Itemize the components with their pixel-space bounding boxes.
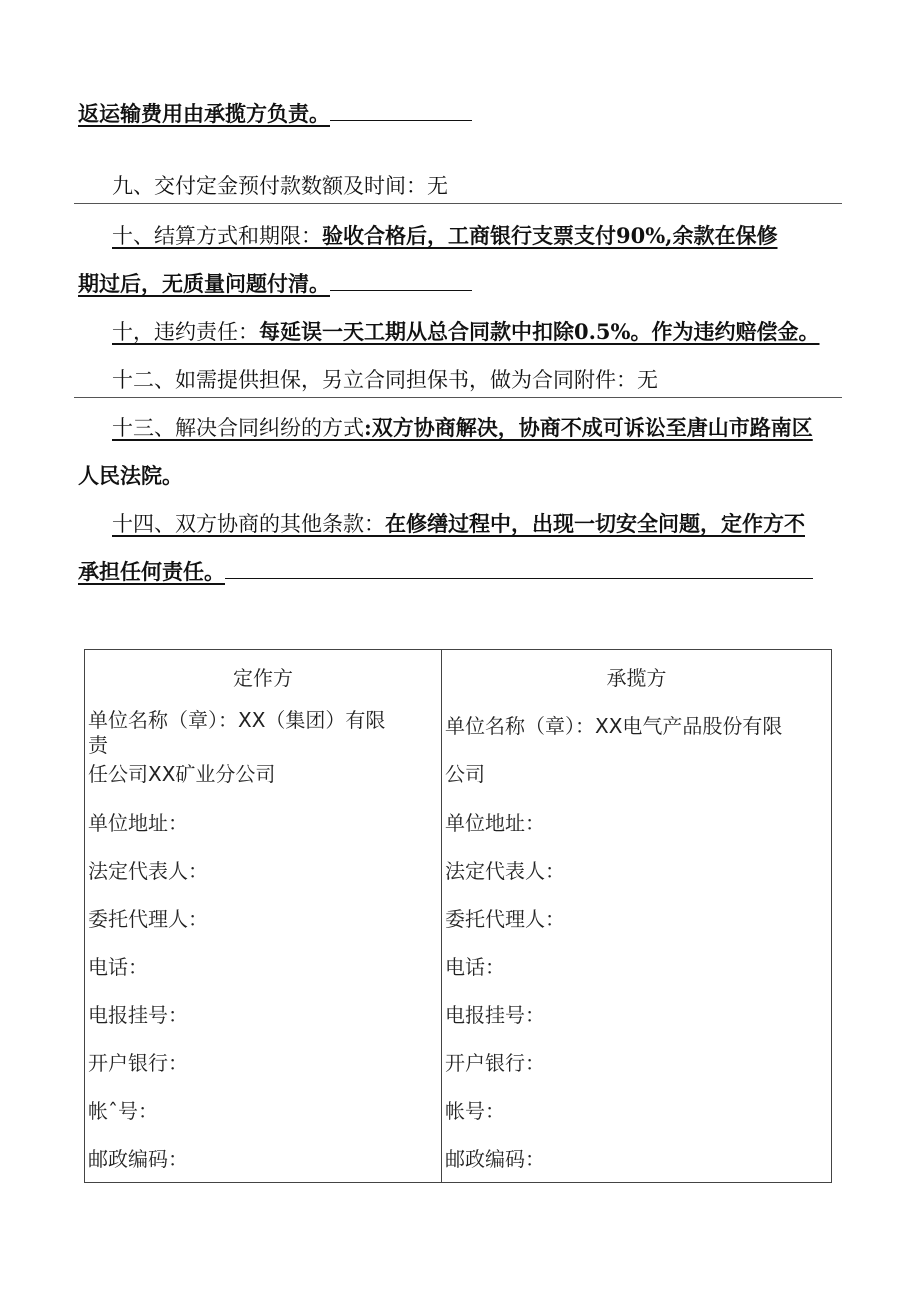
clause-text: 承担任何责任。 [78, 559, 225, 584]
party-b-cell [442, 650, 832, 1183]
clause-text: 十二、如需提供担保，另立合同担保书，做为合同附件：无 [112, 368, 658, 392]
clause-fourteen [112, 510, 805, 538]
party-b-legal-rep: 法定代表人： [445, 859, 565, 883]
party-a-unit-name: 单位名称（章）：XX（集团）有限 [88, 708, 386, 732]
clause-label: 十四、双方协商的其他条款： [112, 512, 385, 536]
clause-text: 九、交付定金预付款数额及时间：无 [112, 174, 448, 198]
clause-text: 人民法院。 [78, 463, 183, 488]
divider [74, 397, 842, 398]
party-b-title: 承揽方 [606, 666, 667, 690]
blank-underline [225, 558, 813, 579]
party-a-postcode: 邮政编码： [88, 1147, 188, 1171]
party-a-unit-name-cont: 任公司XX矿业分公司 [88, 762, 276, 786]
clause-label: 十、结算方式和期限： [112, 224, 322, 248]
party-a-agent: 委托代理人： [88, 907, 208, 931]
clause-thirteen-cont [78, 462, 183, 490]
party-b-address: 单位地址： [445, 811, 545, 835]
signature-table [84, 649, 832, 1183]
party-a-bank: 开户银行： [88, 1051, 188, 1075]
party-b-postcode: 邮政编码： [445, 1147, 545, 1171]
clause-twelve [112, 366, 658, 394]
party-a-cell [85, 650, 442, 1183]
party-b [442, 650, 831, 1182]
party-a [85, 650, 441, 1182]
clause-text: 在修缮过程中，出现一切安全问题，定作方不 [385, 511, 805, 536]
clause-text: 每延误一天工期从总合同款中扣除0.5%。作为违约赔偿金。 [259, 319, 820, 344]
party-b-phone: 电话： [445, 955, 505, 979]
party-a-telegraph: 电报挂号： [88, 1003, 188, 1027]
party-b-agent: 委托代理人： [445, 907, 565, 931]
clause-ten [112, 222, 778, 250]
clause-thirteen [112, 414, 813, 442]
clause-fourteen-cont [78, 558, 813, 586]
party-b-bank: 开户银行： [445, 1051, 545, 1075]
clause-nine [112, 172, 448, 200]
blank-underline [330, 270, 472, 291]
clause-line-transport [78, 100, 472, 128]
party-a-unit-name-wrap: 责 [88, 733, 108, 757]
divider [74, 203, 842, 204]
party-a-phone: 电话： [88, 955, 148, 979]
clause-label: 十三、解决合同纠纷的方式 [112, 416, 364, 440]
party-b-telegraph: 电报挂号： [445, 1003, 545, 1027]
party-a-legal-rep: 法定代表人： [88, 859, 208, 883]
party-b-account: 帐号： [445, 1099, 505, 1123]
clause-label: 十，违约责任： [112, 320, 259, 344]
clause-eleven [112, 318, 820, 346]
clause-text: 返运输费用由承揽方负责。 [78, 101, 330, 126]
party-a-title: 定作方 [233, 666, 293, 690]
clause-text: :双方协商解决，协商不成可诉讼至唐山市路南区 [364, 415, 813, 440]
clause-text: 期过后，无质量问题付清。 [78, 271, 330, 296]
clause-ten-cont [78, 270, 472, 298]
clause-text: 验收合格后，工商银行支票支付90%,余款在保修 [322, 223, 778, 248]
party-b-unit-name: 单位名称（章）：XX电气产品股份有限 [445, 714, 783, 738]
party-b-unit-name-cont: 公司 [445, 762, 485, 786]
blank-underline [330, 100, 472, 121]
party-a-account: 帐ˆ号： [88, 1099, 158, 1123]
party-a-address: 单位地址： [88, 811, 188, 835]
